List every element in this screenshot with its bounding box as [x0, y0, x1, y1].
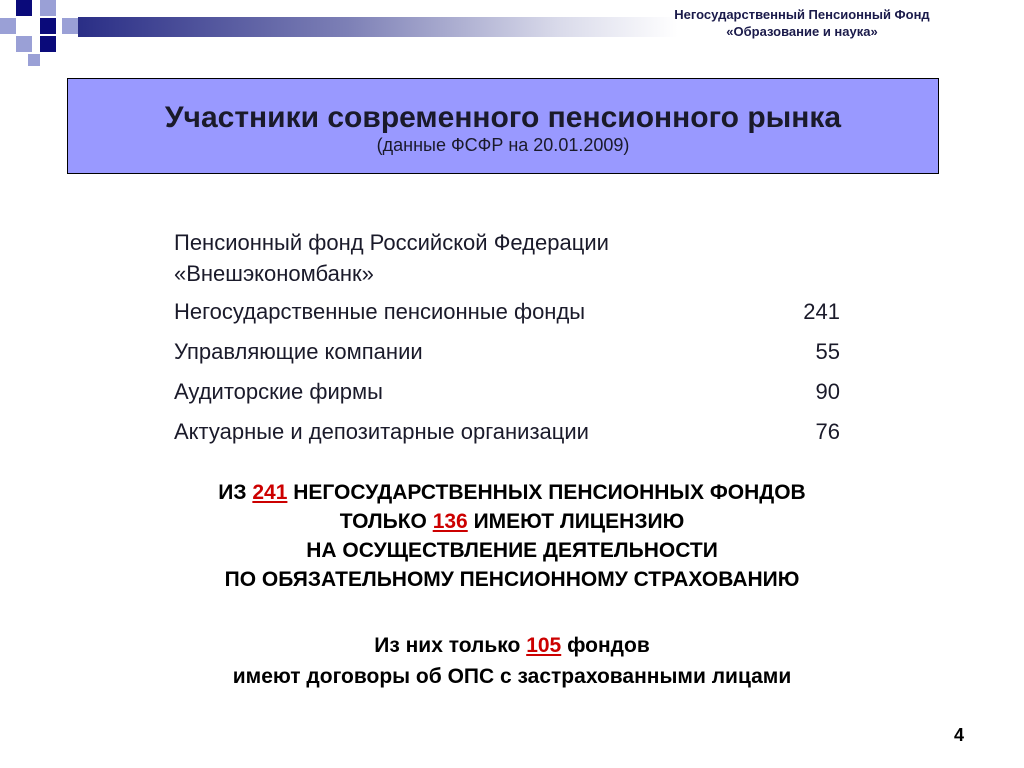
list-item: [174, 377, 840, 417]
notice-line: имеют договоры об ОПС с застрахованными лицами: [232, 665, 792, 688]
notice-text: ТОЛЬКО: [339, 510, 433, 533]
decor-square: [40, 36, 56, 52]
notice-text: фондов: [561, 634, 650, 657]
participant-label: Негосударственные пенсионные фонды: [174, 299, 586, 324]
decor-square: [40, 18, 56, 34]
decor-square: [16, 36, 32, 52]
org-line-1: Негосударственный Пенсионный Фонд: [674, 7, 930, 22]
decor-square: [40, 0, 56, 16]
participant-label: Актуарные и депозитарные организации: [174, 419, 589, 444]
org-line-2: «Образование и наука»: [726, 24, 878, 39]
page-title: Участники современного пенсионного рынка: [164, 101, 842, 134]
participant-count: 76: [815, 419, 840, 444]
notice-line: ПО ОБЯЗАТЕЛЬНОМУ ПЕНСИОННОМУ СТРАХОВАНИЮ: [224, 568, 800, 591]
participants-list: [174, 227, 840, 457]
participant-count: 55: [815, 339, 840, 364]
list-item: [174, 297, 840, 337]
page-number: 4: [953, 725, 964, 745]
notice-text: НЕГОСУДАРСТВЕННЫХ ПЕНСИОННЫХ ФОНДОВ: [287, 481, 806, 504]
page-subtitle: (данные ФСФР на 20.01.2009): [376, 135, 630, 155]
notice-text: ИЗ: [218, 481, 253, 504]
organization-name: [642, 6, 962, 40]
participant-count: 241: [803, 299, 840, 324]
header-gradient-bar: [78, 17, 678, 37]
participant-count: 90: [815, 379, 840, 404]
decor-square: [0, 18, 16, 34]
participant-label: Пенсионный фонд Российской Федерации: [174, 230, 609, 255]
decor-square: [16, 0, 32, 16]
license-notice: [0, 478, 1024, 594]
list-item: [174, 258, 840, 289]
title-box: [67, 78, 939, 174]
notice-line: [0, 630, 1024, 661]
notice-line: НА ОСУЩЕСТВЛЕНИЕ ДЕЯТЕЛЬНОСТИ: [306, 539, 718, 562]
highlight-number: 241: [252, 481, 288, 504]
decor-square: [28, 54, 40, 66]
notice-text: ИМЕЮТ ЛИЦЕНЗИЮ: [467, 510, 685, 533]
participant-label: Аудиторские фирмы: [174, 379, 383, 404]
list-item: [174, 227, 840, 258]
list-item: [174, 337, 840, 377]
notice-line: [0, 507, 1024, 536]
contracts-notice: [0, 630, 1024, 692]
participant-label: Управляющие компании: [174, 339, 423, 364]
list-item: [174, 417, 840, 457]
highlight-number: 136: [432, 510, 468, 533]
highlight-number: 105: [526, 634, 562, 657]
notice-line: [0, 478, 1024, 507]
notice-text: Из них только: [374, 634, 527, 657]
decor-square: [62, 18, 78, 34]
participant-label: «Внешэкономбанк»: [174, 261, 374, 286]
